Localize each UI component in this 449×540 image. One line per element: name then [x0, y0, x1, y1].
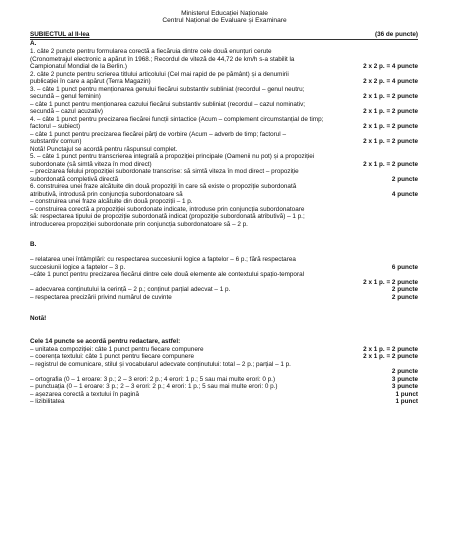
line-text: Notă! [30, 315, 47, 322]
subject-heading [30, 31, 418, 39]
line-text: factorul – subiect) [30, 123, 81, 130]
text-line [30, 183, 418, 191]
text-line [30, 138, 418, 146]
center-header: Centrul Național de Evaluare și Examinare [162, 17, 287, 24]
text-line [30, 108, 418, 116]
text-line [30, 56, 418, 64]
line-text: –câte 1 punct pentru precizarea fiecărui dintre cele două elemente ale contextului spațio-temporal [30, 271, 305, 278]
ministry-header: Ministerul Educației Naționale [181, 10, 268, 17]
line-text: introducerea propoziției subordonate prin conjuncția subordonatoare să – 2 p. [30, 220, 248, 228]
line-points: 1 punct [395, 390, 418, 398]
text-line [30, 206, 418, 214]
text-line [30, 131, 418, 139]
text-line [30, 361, 418, 369]
line-points: 2 puncte [391, 286, 418, 293]
text-line [30, 168, 418, 176]
text-line [30, 353, 418, 361]
text-line [30, 338, 418, 346]
line-text: publicației în care a apărut (Terra Magazin) [30, 78, 151, 85]
text-line [30, 101, 418, 109]
line-text: – câte 1 punct pentru menționarea cazului fiecărui substantiv subliniat (recordul – cazul nominativ; [30, 100, 306, 108]
line-points: 2 x 1 p. = 2 puncte [363, 353, 418, 360]
text-line [30, 161, 418, 169]
line-text: Cele 14 puncte se acordă pentru redactare, astfel: [30, 338, 181, 345]
line-text: – lizibilitatea [30, 398, 65, 405]
line-points: 2 x 1 p. = 2 puncte [363, 93, 418, 100]
line-text: secundă – genul feminin) [30, 93, 101, 100]
line-text: – construirea unei fraze alcătuite din două propoziții – 1 p. [30, 198, 193, 205]
text-line [30, 256, 418, 264]
text-line [30, 241, 418, 249]
line-points: 2 x 1 p. = 2 puncte [363, 123, 418, 130]
text-line [30, 123, 418, 131]
line-text: – adecvarea conținutului la cerință – 2 p.; conținut parțial adecvat – 1 p. [30, 286, 231, 293]
line-text: 3. – câte 1 punct pentru menționarea genului fiecărui substantiv subliniat (recordul – genul neutru; [30, 85, 305, 93]
text-line [30, 271, 418, 279]
line-text: Campionatul Mondial de la Berlin.) [30, 63, 127, 70]
text-line [30, 48, 418, 56]
line-text: A. [30, 40, 37, 47]
text-line [30, 116, 418, 124]
line-points: 1 punct [395, 398, 418, 405]
text-line [30, 383, 418, 391]
line-text: 1. câte 2 puncte pentru formularea corectă a fiecăruia dintre cele două enunțuri cerute [30, 48, 272, 55]
subject-title: SUBIECTUL al II-lea [30, 31, 90, 38]
line-points: 3 puncte [391, 383, 418, 390]
text-line [30, 78, 418, 86]
line-text: – așezarea corectă a textului în pagină [30, 390, 139, 398]
line-text: – ortografia (0 – 1 eroare: 3 p.; 2 – 3 erori: 2 p.; 4 erori: 1 p.; 5 sau mai multe erori: 0 p.) [30, 375, 276, 383]
line-text: – coerența textului: câte 1 punct pentru fiecare compunere [30, 353, 194, 360]
text-line [30, 391, 418, 399]
line-points: 2 x 2 p. = 4 puncte [363, 63, 418, 70]
text-line [30, 346, 418, 354]
text-line [30, 176, 418, 184]
line-text: subordonate (să simtă viteza în mod direct) [30, 160, 152, 168]
line-points: 2 puncte [391, 368, 418, 375]
subject-points: (36 de puncte) [374, 31, 418, 38]
line-points: 2 x 1 p. = 2 puncte [363, 108, 418, 115]
text-line [30, 221, 418, 229]
line-text: secundă – cazul acuzativ) [30, 108, 103, 115]
line-text: B. [30, 241, 37, 248]
text-line [30, 279, 418, 287]
line-points: 3 puncte [391, 375, 418, 383]
line-points: 4 puncte [391, 190, 418, 198]
line-text: atributivă, introdusă prin conjuncția subordonatoare să [30, 190, 183, 198]
text-line [30, 294, 418, 302]
line-text: – registrul de comunicare, stilul și vocabularul adecvate conținutului: total – 2 p.; parțial – 1 p. [30, 360, 291, 368]
line-text: – precizarea felului propoziției subordonate transcrise: să simtă viteza în mod direct – propoziție [30, 168, 299, 175]
line-text: 6. construirea unei fraze alcătuite din două propoziții în care să existe o propoziție subordonată [30, 183, 297, 190]
line-text: – punctuația (0 – 1 eroare: 3 p.; 2 – 3 erori: 2 p.; 4 erori: 1 p.; 5 sau mai multe erori: 0 p.) [30, 383, 278, 390]
text-line [30, 86, 418, 94]
line-points: 2 puncte [391, 175, 418, 183]
text-line [30, 368, 418, 376]
line-points: 2 x 1 p. = 2 puncte [363, 345, 418, 353]
line-text: (Cronometrajul electronic a apărut în 1968.; Recordul de viteză de 44,72 de km/h s-a stabilit la [30, 55, 295, 63]
text-line [30, 286, 418, 294]
line-text: 2. câte 2 puncte pentru scrierea titlului articolului (Cel mai rapid de pe pământ) și a denumirii [30, 70, 289, 78]
text-line [30, 376, 418, 384]
line-points: 2 x 1 p. = 2 puncte [363, 160, 418, 168]
text-line [30, 398, 418, 406]
line-points: 2 x 2 p. = 4 puncte [363, 78, 418, 85]
line-points: 2 x 1 p. = 2 puncte [363, 278, 418, 286]
line-points: 6 puncte [391, 263, 418, 271]
line-text: substantiv comun) [30, 138, 82, 145]
line-text: – respectarea precizării privind numărul de cuvinte [30, 293, 172, 301]
line-text: să: respectarea tipului de propoziție subordonată indicat (propoziție subordonată atributivă) – 1 p.; [30, 213, 305, 220]
line-text: – relatarea unei întâmplări: cu respectarea succesiunii logice a faptelor – 6 p.; fără respectarea [30, 256, 296, 263]
line-text: 4. – câte 1 punct pentru precizarea fiecărei funcții sintactice (Acum – complement circumstanțial de timp; [30, 115, 324, 123]
line-text: 5. – câte 1 punct pentru transcrierea integrală a propoziției principale (Oamenii nu pot) și a propoziției [30, 153, 315, 160]
line-points: 2 x 1 p. = 2 puncte [363, 138, 418, 145]
text-line [30, 153, 418, 161]
text-line [30, 40, 418, 48]
text-line [30, 213, 418, 221]
line-text: Notă! Punctajul se acordă pentru răspunsul complet. [30, 145, 178, 153]
text-line [30, 146, 418, 154]
line-text: – unitatea compoziției: câte 1 punct pentru fiecare compunere [30, 345, 204, 353]
text-line [30, 71, 418, 79]
line-points: 2 puncte [391, 293, 418, 301]
line-text: – câte 1 punct pentru precizarea fiecărei părți de vorbire (Acum – adverb de timp; factorul – [30, 130, 286, 138]
line-text: succesiunii logice a faptelor – 3 p. [30, 263, 126, 271]
text-line [30, 315, 418, 323]
text-line [30, 264, 418, 272]
text-line [30, 191, 418, 199]
text-line [30, 63, 418, 71]
line-text: subordonată completivă directă [30, 175, 119, 183]
text-line [30, 93, 418, 101]
text-line [30, 198, 418, 206]
line-text: – construirea corectă a propoziției subordonate indicate, introduse prin conjuncția subordonatoare [30, 205, 305, 213]
